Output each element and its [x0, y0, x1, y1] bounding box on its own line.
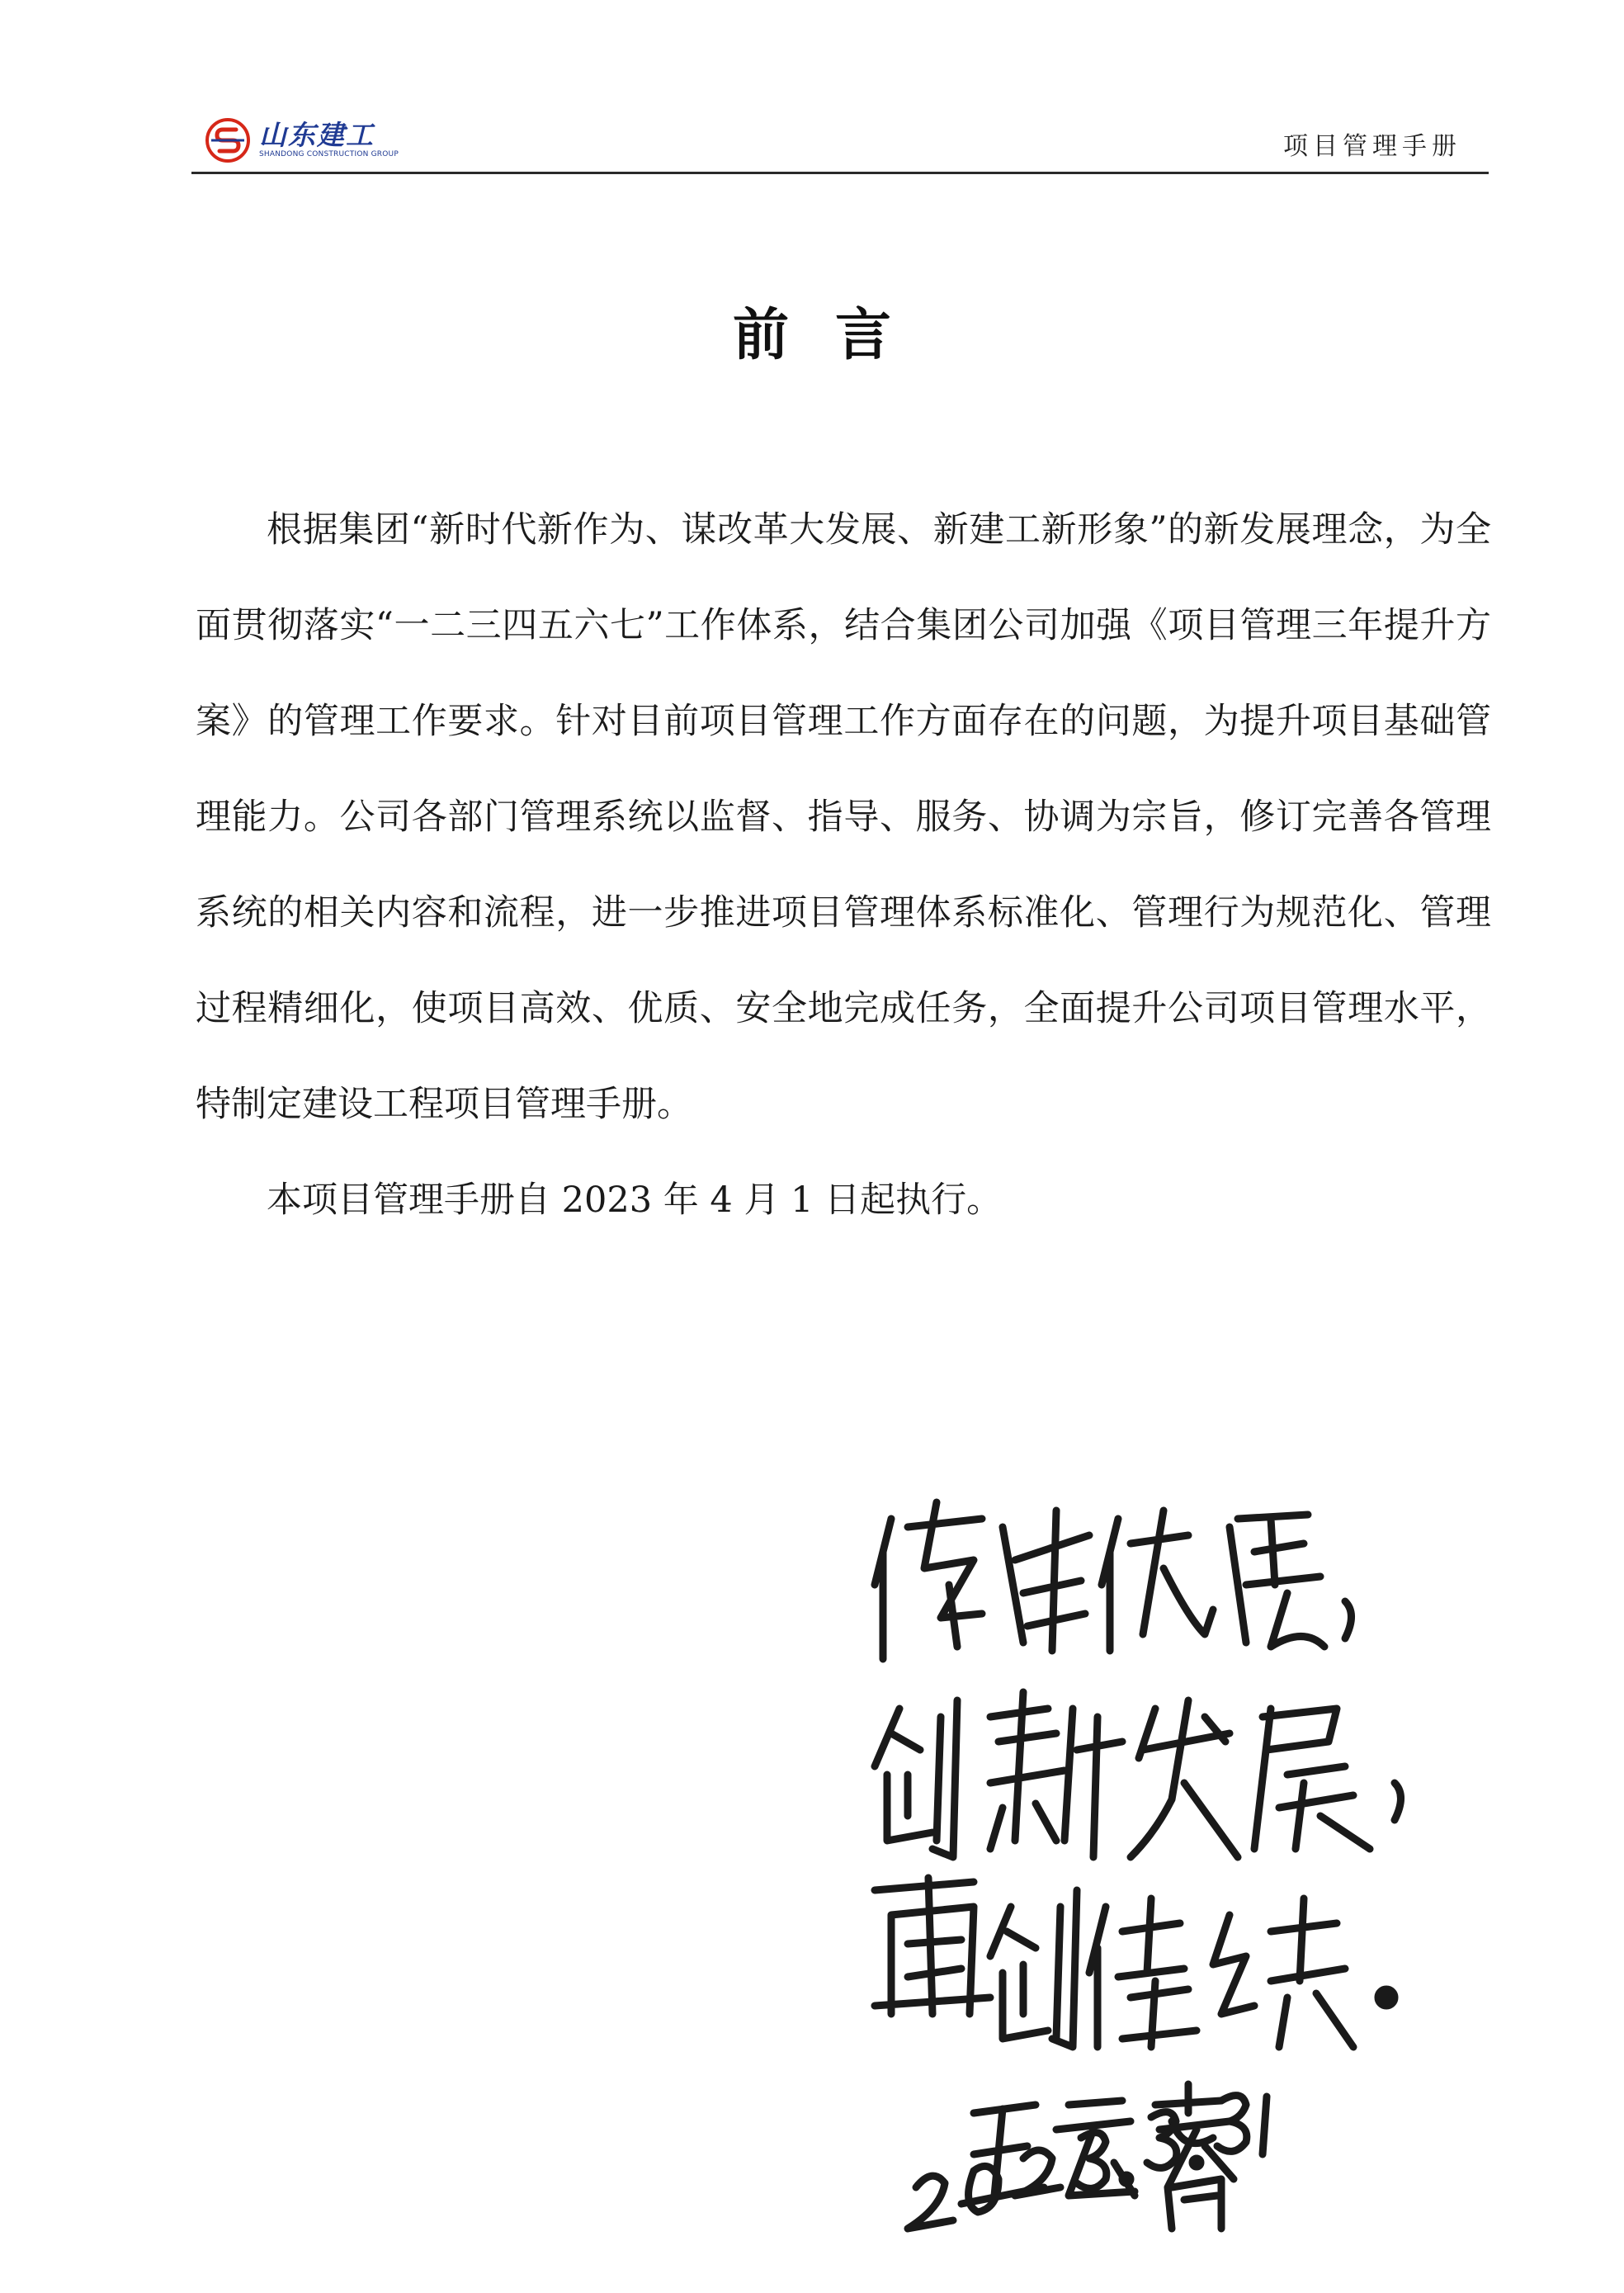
signature-date [908, 2096, 1267, 2229]
body-text [196, 482, 1491, 1248]
inscription-line-1 [875, 1502, 1352, 1659]
logo-text-cn: 山东建工 [259, 119, 375, 151]
company-logo [205, 114, 403, 167]
doc-series-title: 项目管理手册 [1283, 132, 1461, 161]
handwritten-inscription [858, 1469, 1584, 2245]
logo-text-en: SHANDONG CONSTRUCTION GROUP [259, 150, 399, 158]
header-divider [191, 172, 1489, 174]
paragraph: 根据集团“新时代新作为、谋改革大发展、新建工新形象”的新发展理念，为全面贯彻落实“一二三四五六七”工作体系，结合集团公司加强《项目管理三年提升方案》的管理工作要求。针对目前项目管理工作方面存在的问题，为提升项目基础管理能力。公司各部门管理系统以监督、指导、服务、协调为宗旨，修订完善各管理系统的相关内容和流程，进一步推进项目管理体系标准化、管理行为规范化、管理过程精细化，使项目高效、优质、安全地完成任务，全面提升公司项目管理水平，特制定建设工程项目管理手册。 [196, 509, 1491, 1125]
inscription-line-2 [875, 1692, 1401, 1857]
inscription-line-3 [875, 1878, 1395, 2047]
paragraph: 本项目管理手册自 2023 年 4 月 1 日起执行。 [267, 1180, 1003, 1221]
page-title: 前言 [732, 303, 937, 368]
company-logo-icon [205, 117, 251, 163]
